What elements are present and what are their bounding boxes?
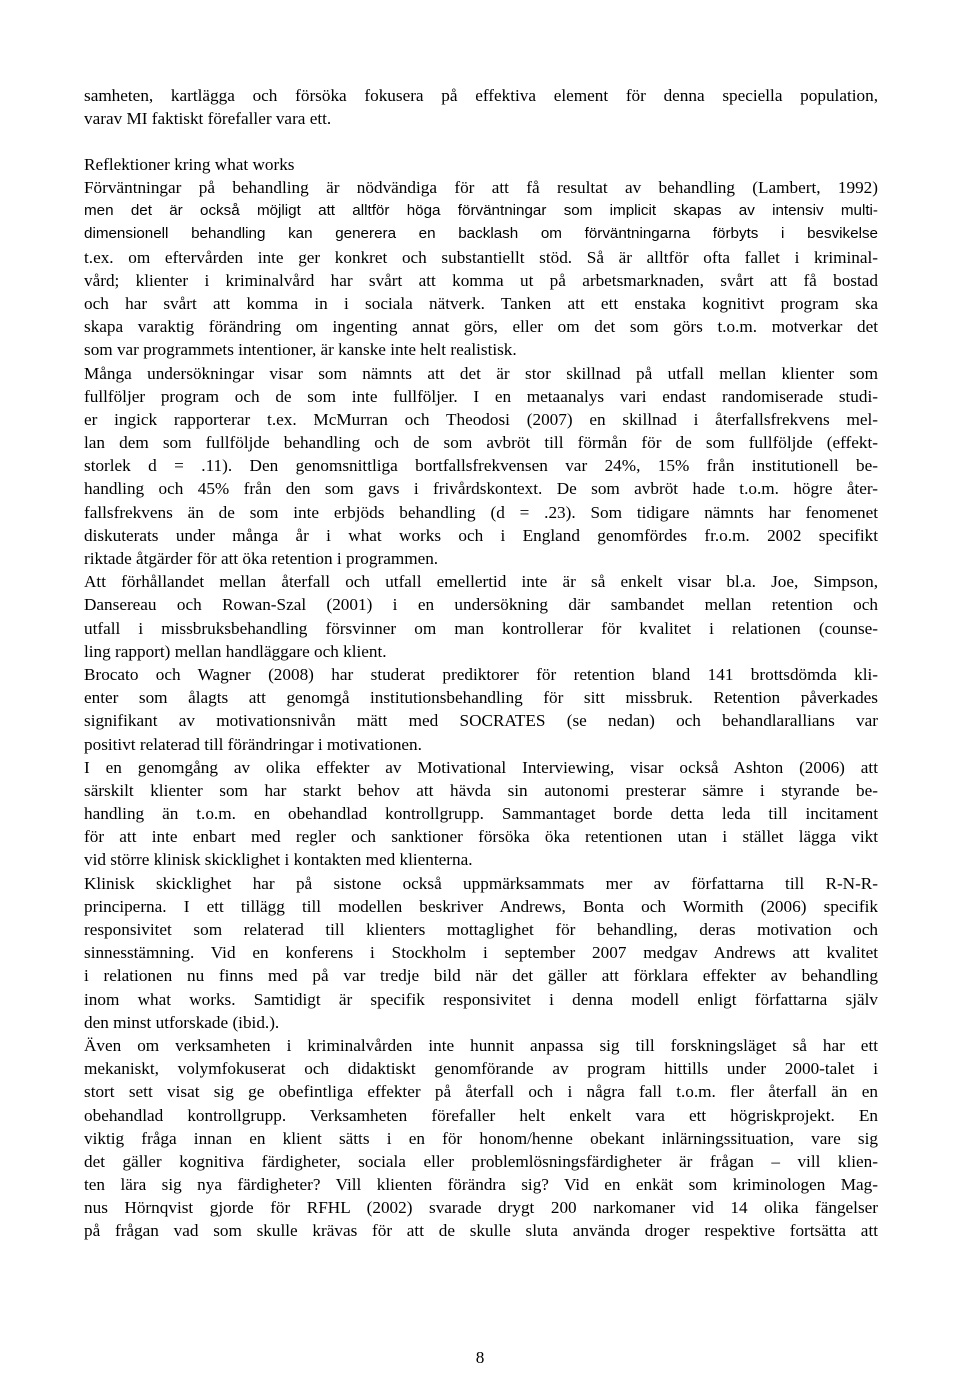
text-line: sinnesstämning. Vid en konferens i Stockholm i september 2007 medgav Andrews att kvalitet — [84, 943, 878, 963]
text-line: obehandlad kontrollgrupp. Verksamheten förefaller helt enkelt vara ett högriskprojekt. En — [84, 1105, 878, 1125]
text-line: I en genomgång av olika effekter av Motivational Interviewing, visar också Ashton (2006) att — [84, 757, 878, 777]
text-line: diskuterats under många år i what works och i England genomfördes fr.o.m. 2002 specifikt — [84, 525, 878, 545]
page-number: 8 — [475, 1348, 485, 1367]
text-line: särskilt klienter som har starkt behov att hävda sin autonomi presterar sämre i styrande be- — [84, 780, 878, 800]
text-line: positivt relaterad till förändringar i motivationen. — [84, 734, 422, 754]
text-line: Dansereau och Rowan-Szal (2001) i en undersökning där sambandet mellan retention och — [84, 595, 878, 615]
text-line: vård; klienter i kriminalvård har svårt att komma ut på arbetsmarknaden, svårt att få bostad — [84, 270, 878, 290]
text-line: fullföljer program och de som inte fullföljer. I en metaanalys vari endast randomiserade studi- — [84, 386, 878, 406]
text-line: Förväntningar på behandling är nödvändiga för att få resultat av behandling (Lambert, 1992) — [84, 178, 878, 197]
text-line: Även om verksamheten i kriminalvården inte hunnit anpassa sig till forskningsläget så har ett — [84, 1035, 878, 1055]
text-line: t.ex. om eftervården inte ger konkret och substantiellt stöd. Så är alltför ofta fallet i kriminal- — [84, 247, 878, 267]
text-line: samheten, kartlägga och försöka fokusera på effektiva element för denna speciella population, — [84, 86, 878, 105]
text-line: signifikant av motivationsnivån mätt med SOCRATES (se nedan) och behandlarallians var — [84, 711, 878, 731]
text-line: mekaniskt, volymfokuserat och didaktiskt genomförande av program hittills under 2000-talet i — [84, 1059, 878, 1079]
text-line: vid större klinisk skicklighet i kontakten med klienterna. — [84, 850, 473, 870]
text-line: dimensionell behandling kan generera en backlash om förväntningarna förbyts i besvikelse — [84, 225, 878, 243]
text-line: er ingick rapporterar t.ex. McMurran och Theodosi (2007) en skillnad i återfallsfrekvens mel- — [84, 409, 878, 429]
text-line: nus Hörnqvist gjorde för RFHL (2002) svarade drygt 200 narkomaner vid 14 olika fängelser — [84, 1198, 878, 1218]
text-line: viktig fråga innan en klient sätts i en för honom/henne obekant inlärningssituation, vare sig — [84, 1128, 878, 1148]
text-line: lan dem som fullföljde behandling och de som avbröt till förmån för de som fullföljde (effekt- — [84, 433, 878, 453]
text-line: ten lära sig nya färdigheter? Vill klienten förändra sig? Vid en enkät som kriminologen Mag- — [84, 1175, 878, 1195]
text-line: inom what works. Samtidigt är specifik responsivitet i denna modell enligt författarna själv — [84, 989, 878, 1009]
section-block — [84, 153, 878, 176]
text-line: utfall i missbruksbehandling försvinner om man kontrollerar för kvalitet i relationen (counse- — [84, 618, 878, 638]
text-line: fallsfrekvens än de som inte erbjöds behandling (d = .23). Som tidigare nämnts har fenomenet — [84, 502, 878, 522]
text-line: varav MI faktiskt förefaller vara ett. — [84, 109, 332, 129]
text-line: storlek d = .11). Den genomsnittliga bortfallsfrekvensen var 24%, 15% från institutionell be- — [84, 456, 878, 476]
text-line: Klinisk skicklighet har på sistone också uppmärksammats mer av författarna till R-N-R- — [84, 873, 878, 893]
text-line: på frågan vad som skulle krävas för att de skulle sluta använda droger respektive fortsätta att — [84, 1221, 878, 1241]
text-line: men det är också möjligt att alltför höga förväntningar som implicit skapas av intensiv multi- — [84, 202, 878, 220]
text-line: i relationen nu finns med på var tredje bild när det gäller att förklara effekter av behandling — [84, 966, 878, 986]
text-line: skapa varaktig förändring om ingenting annat görs, eller om det som görs t.o.m. motverkar det — [84, 317, 878, 337]
text-line: och har svårt att komma in i sociala nätverk. Tanken att ett enstaka kognitivt program ska — [84, 293, 878, 313]
text-line: handling och 45% från den som gavs i frivårdskontext. De som avbröt hade t.o.m. högre åter- — [84, 479, 878, 499]
text-line: handling än t.o.m. en obehandlad kontrollgrupp. Sammantaget borde detta leda till incitament — [84, 804, 878, 824]
text-line: riktade åtgärder för att öka retention i programmen. — [84, 549, 439, 568]
text-line: principerna. I ett tillägg till modellen beskriver Andrews, Bonta och Wormith (2006) specifik — [84, 896, 878, 916]
text-line: enter som ålagts att genomgå institutionsbehandling för sitt missbruk. Retention påverkades — [84, 688, 878, 708]
text-line: den minst utforskade (ibid.). — [84, 1012, 280, 1032]
text-line: för att inte enbart med regler och sanktioner försöka öka retentionen utan i stället lägga vikt — [84, 827, 878, 847]
text-line: Brocato och Wagner (2008) har studerat prediktorer för retention bland 141 brottsdömda kli- — [84, 664, 878, 684]
text-line: ling rapport) mellan handläggare och klient. — [84, 641, 387, 661]
text-line: responsivitet som relaterad till klienters mottaglighet för behandling, deras motivation och — [84, 920, 878, 939]
text-line: det gäller kognitiva färdigheter, sociala eller problemlösningsfärdigheter är frågan – vill klien- — [84, 1151, 878, 1171]
text-line: som var programmets intentioner, är kanske inte helt realistisk. — [84, 340, 517, 360]
text-line: Många undersökningar visar som nämnts att det är stor skillnad på utfall mellan klienter som — [84, 363, 878, 383]
section-heading: Reflektioner kring what works — [84, 155, 295, 174]
intro-paragraph — [84, 84, 878, 130]
text-line: stort sett visat sig ge obefintliga effekter på återfall och i några fall t.o.m. fler återfall än en — [84, 1082, 878, 1102]
text-line: Att förhållandet mellan återfall och utfall emellertid inte är så enkelt visar bl.a. Joe, Simpson, — [84, 572, 878, 592]
body-text — [84, 176, 878, 1243]
